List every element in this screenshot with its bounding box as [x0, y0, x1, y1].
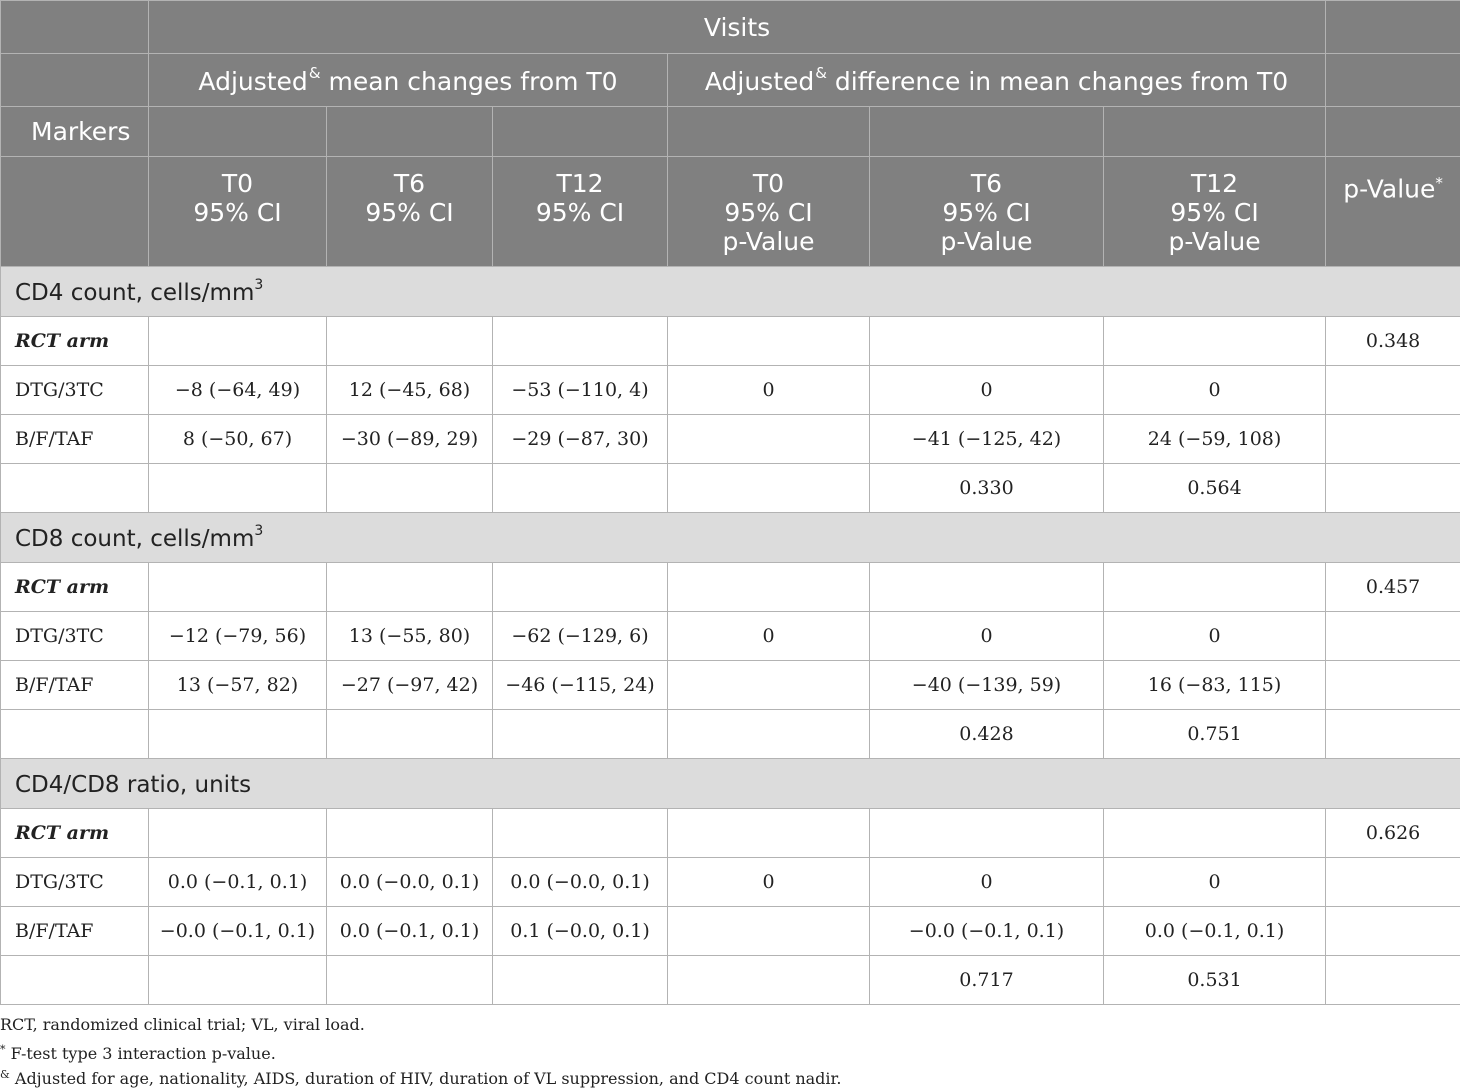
table-cell: −62 (−129, 6)	[493, 612, 668, 661]
pvalue-header: p-Value*	[1326, 157, 1460, 267]
markers-header: Markers	[1, 107, 149, 157]
table-cell	[1326, 858, 1460, 907]
header-blank	[1, 54, 149, 107]
table-cell: 0.428	[870, 710, 1104, 759]
table-cell: 12 (−45, 68)	[327, 366, 493, 415]
arm-label: RCT arm	[1, 317, 149, 366]
table-cell	[1104, 563, 1326, 612]
table-cell: −0.0 (−0.1, 0.1)	[149, 907, 327, 956]
table-cell: −27 (−97, 42)	[327, 661, 493, 710]
table-row	[1, 464, 1460, 513]
table-cell	[493, 809, 668, 858]
table-cell	[668, 809, 870, 858]
table-cell	[668, 563, 870, 612]
table-cell	[1104, 809, 1326, 858]
row-label: B/F/TAF	[1, 661, 149, 710]
section-title: CD4 count, cells/$mm^3$	[1, 267, 1460, 317]
header-blank	[1, 1, 149, 54]
table-cell	[493, 956, 668, 1005]
table-cell: 0	[668, 858, 870, 907]
table-cell	[870, 317, 1104, 366]
table-cell	[327, 563, 493, 612]
table-cell	[149, 563, 327, 612]
table-cell: 0	[1104, 612, 1326, 661]
table-cell	[149, 710, 327, 759]
table-cell	[493, 710, 668, 759]
table-row	[1, 317, 1460, 366]
table-cell	[1326, 366, 1460, 415]
table-cell	[493, 317, 668, 366]
arm-label: RCT arm	[1, 563, 149, 612]
table-cell: −12 (−79, 56)	[149, 612, 327, 661]
table-row	[1, 956, 1460, 1005]
table-cell: 0.717	[870, 956, 1104, 1005]
table-cell	[327, 956, 493, 1005]
table-cell: 0	[1104, 366, 1326, 415]
table-cell	[493, 563, 668, 612]
table-cell: 0	[668, 366, 870, 415]
section-title: CD4/CD8 ratio, units	[1, 759, 1460, 809]
table-row	[1, 907, 1460, 956]
table-cell	[1326, 661, 1460, 710]
table-cell	[327, 710, 493, 759]
table-cell: 13 (−57, 82)	[149, 661, 327, 710]
table-cell: 0.0 (−0.1, 0.1)	[327, 907, 493, 956]
section-row	[1, 759, 1460, 809]
section-row	[1, 513, 1460, 563]
section-title: CD8 count, cells/$mm^3$	[1, 513, 1460, 563]
footnotes	[0, 1012, 1460, 1087]
table-cell: 0.0 (−0.1, 0.1)	[149, 858, 327, 907]
arm-label: RCT arm	[1, 809, 149, 858]
table-cell	[1326, 612, 1460, 661]
table-cell: 0.0 (−0.0, 0.1)	[493, 858, 668, 907]
table-cell: −8 (−64, 49)	[149, 366, 327, 415]
table-cell: −40 (−139, 59)	[870, 661, 1104, 710]
row-label	[1, 956, 149, 1005]
row-label: DTG/3TC	[1, 612, 149, 661]
header-blank	[1, 157, 149, 267]
table-cell	[668, 661, 870, 710]
table-cell: −29 (−87, 30)	[493, 415, 668, 464]
row-label	[1, 464, 149, 513]
table-cell	[1104, 317, 1326, 366]
column-header: T0 95% CI	[149, 157, 327, 267]
table-cell: 0	[668, 612, 870, 661]
table-cell: 0.531	[1104, 956, 1326, 1005]
table-cell: −53 (−110, 4)	[493, 366, 668, 415]
table-cell	[870, 809, 1104, 858]
column-header: T6 95% CI	[327, 157, 493, 267]
table-row	[1, 858, 1460, 907]
table-cell: 0	[870, 612, 1104, 661]
column-header: T0 95% CI p-Value	[668, 157, 870, 267]
table-cell: 16 (−83, 115)	[1104, 661, 1326, 710]
header-blank	[1326, 54, 1460, 107]
table-row	[1, 415, 1460, 464]
table-cell: 0.0 (−0.0, 0.1)	[327, 858, 493, 907]
table-cell	[327, 317, 493, 366]
table-cell	[668, 464, 870, 513]
row-label: DTG/3TC	[1, 858, 149, 907]
interaction-pvalue: 0.348	[1326, 317, 1460, 366]
interaction-pvalue: 0.626	[1326, 809, 1460, 858]
difference-header: Adjusted& difference in mean changes from T0	[668, 54, 1326, 107]
table-row	[1, 710, 1460, 759]
table-cell: 13 (−55, 80)	[327, 612, 493, 661]
table-cell: 0.564	[1104, 464, 1326, 513]
table-row	[1, 366, 1460, 415]
table-cell	[1326, 907, 1460, 956]
table-cell	[149, 809, 327, 858]
section-row	[1, 267, 1460, 317]
table-body	[1, 267, 1460, 1005]
table-cell	[668, 907, 870, 956]
table-cell: 0	[1104, 858, 1326, 907]
table-cell	[1326, 956, 1460, 1005]
interaction-pvalue: 0.457	[1326, 563, 1460, 612]
table-cell: 0	[870, 366, 1104, 415]
mean-changes-header: Adjusted& mean changes from T0	[149, 54, 668, 107]
table-cell	[668, 956, 870, 1005]
table-cell	[149, 317, 327, 366]
column-header: T6 95% CI p-Value	[870, 157, 1104, 267]
table-cell	[327, 809, 493, 858]
footnote-abbrev: RCT, randomized clinical trial; VL, viral load.	[0, 1012, 1460, 1037]
table-cell	[493, 464, 668, 513]
table-cell: 24 (−59, 108)	[1104, 415, 1326, 464]
table-cell	[870, 563, 1104, 612]
table-cell	[1326, 464, 1460, 513]
visits-header: Visits	[149, 1, 1326, 54]
table-cell	[668, 317, 870, 366]
table-cell: 0.1 (−0.0, 0.1)	[493, 907, 668, 956]
column-header: T12 95% CI	[493, 157, 668, 267]
table-cell: 0.330	[870, 464, 1104, 513]
table-cell	[149, 464, 327, 513]
table-row	[1, 612, 1460, 661]
table-cell: −41 (−125, 42)	[870, 415, 1104, 464]
table-cell	[668, 415, 870, 464]
table-row	[1, 661, 1460, 710]
table-cell	[149, 956, 327, 1005]
table-cell: 0.0 (−0.1, 0.1)	[1104, 907, 1326, 956]
column-header: T12 95% CI p-Value	[1104, 157, 1326, 267]
table-cell	[327, 464, 493, 513]
table-cell: −30 (−89, 29)	[327, 415, 493, 464]
table-cell: 0	[870, 858, 1104, 907]
table-cell	[1326, 415, 1460, 464]
row-label: DTG/3TC	[1, 366, 149, 415]
table-cell: −46 (−115, 24)	[493, 661, 668, 710]
table-cell	[1326, 710, 1460, 759]
row-label: B/F/TAF	[1, 415, 149, 464]
header-blank	[1326, 1, 1460, 54]
table-cell: −0.0 (−0.1, 0.1)	[870, 907, 1104, 956]
table-cell: 8 (−50, 67)	[149, 415, 327, 464]
footnote-amp: & Adjusted for age, nationality, AIDS, duration of HIV, duration of VL suppression, and CD4 count nadir.	[0, 1062, 1460, 1087]
row-label: B/F/TAF	[1, 907, 149, 956]
table-row	[1, 809, 1460, 858]
table-header	[1, 1, 1460, 267]
table-row	[1, 563, 1460, 612]
table-cell: 0.751	[1104, 710, 1326, 759]
row-label	[1, 710, 149, 759]
footnote-star: * F-test type 3 interaction p-value.	[0, 1037, 1460, 1062]
table-cell	[668, 710, 870, 759]
